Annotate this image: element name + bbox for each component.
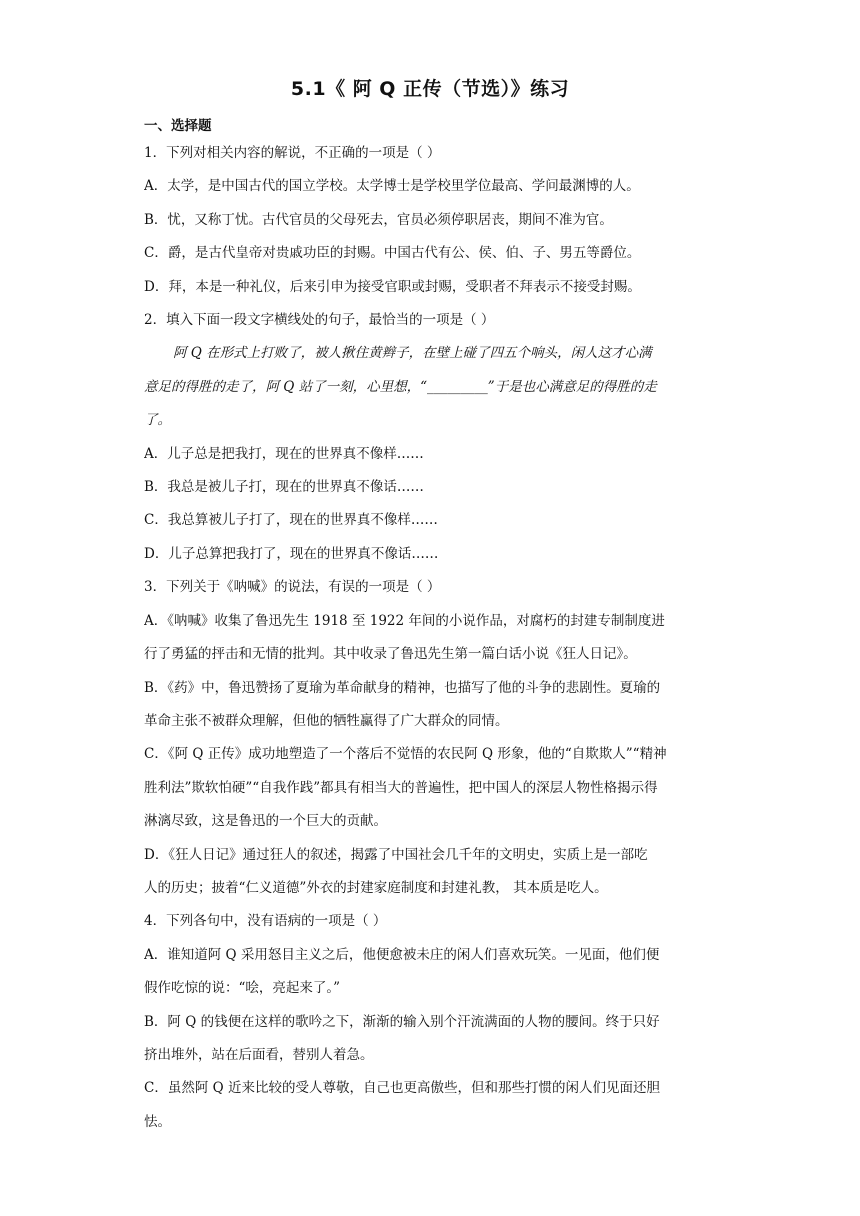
question-1-option-c: C．爵，是古代皇帝对贵戚功臣的封赐。中国古代有公、侯、伯、子、男五等爵位。 (144, 245, 641, 262)
question-4-stem: 4．下列各句中，没有语病的一项是（ ） (144, 913, 387, 930)
question-3-option-d-cont: 人的历史；披着“仁义道德”外衣的封建家庭制度和封建礼教， 其本质是吃人。 (144, 879, 608, 896)
question-2-option-b: B．我总是被儿子打，现在的世界真不像话…… (144, 479, 424, 496)
document-body (144, 137, 724, 1139)
question-2-option-d: D．儿子总算把我打了，现在的世界真不像话…… (144, 545, 439, 562)
question-4-option-b: B．阿 Q 的钱便在这样的歌吟之下，渐渐的输入别个汗流满面的人物的腰间。终于只好 (144, 1013, 660, 1030)
question-3-option-a: A．《呐喊》收集了鲁迅先生 1918 至 1922 年间的小说作品，对腐朽的封建专制制度进 (144, 612, 665, 629)
question-1-option-b: B．忧，又称丁忧。古代官员的父母死去，官员必须停职居丧，期间不准为官。 (144, 211, 613, 228)
question-1-stem: 1．下列对相关内容的解说，不正确的一项是（ ） (144, 145, 441, 161)
question-3-option-c: C．《阿 Q 正传》成功地塑造了一个落后不觉悟的农民阿 Q 形象，他的“自欺欺人”“精神 (144, 746, 667, 763)
question-4-option-a: A．谁知道阿 Q 采用怒目主义之后，他便愈被未庄的闲人们喜欢玩笑。一见面，他们便 (144, 946, 660, 963)
question-3-option-c-cont: 淋漓尽致，这是鲁迅的一个巨大的贡献。 (144, 813, 387, 830)
question-3-option-b-cont: 革命主张不被群众理解，但他的牺牲赢得了广大群众的同情。 (144, 712, 509, 729)
question-3-option-a-cont: 行了勇猛的抨击和无情的批判。其中收录了鲁迅先生第一篇白话小说《狂人日记》。 (144, 646, 637, 663)
question-2-stem: 2．填入下面一段文字横线处的句子，最恰当的一项是（ ） (144, 312, 495, 329)
question-3-stem: 3．下列关于《呐喊》的说法，有误的一项是（ ） (144, 579, 441, 596)
question-1-option-d: D．拜，本是一种礼仪，后来引申为接受官职或封赐，受职者不拜表示不接受封赐。 (144, 278, 641, 295)
question-4-option-c-cont: 怯。 (144, 1113, 171, 1130)
question-2-option-a: A．儿子总是把我打，现在的世界真不像样…… (144, 445, 424, 462)
question-4-option-c: C．虽然阿 Q 近来比较的受人尊敬，自己也更高傲些，但和那些打惯的闲人们见面还胆 (144, 1080, 660, 1097)
question-4-option-a-cont: 假作吃惊的说：“哙，亮起来了。” (144, 980, 341, 997)
question-3-option-c-cont: 胜利法”欺软怕硬”“自我作践”都具有相当大的普遍性，把中国人的深层人物性格揭示得 (144, 779, 658, 796)
question-3-option-b: B．《药》中，鲁迅赞扬了夏瑜为革命献身的精神，也描写了他的斗争的悲剧性。夏瑜的 (144, 679, 661, 696)
question-2-passage-line: 阿 Q 在形式上打败了，被人揪住黄辫子，在壁上碰了四五个响头，闲人这才心满 (173, 345, 652, 362)
question-4-option-b-cont: 挤出堆外，站在后面看，替别人着急。 (144, 1046, 374, 1063)
question-3-option-d: D．《狂人日记》通过狂人的叙述，揭露了中国社会几千年的文明史，实质上是一部吃 (144, 846, 648, 863)
section-heading: 一、选择题 (144, 118, 212, 134)
question-2-option-c: C．我总算被儿子打了，现在的世界真不像样…… (144, 512, 438, 529)
question-2-passage-line: 了。 (144, 412, 171, 429)
question-1-option-a: A．太学，是中国古代的国立学校。太学博士是学校里学位最高、学问最渊博的人。 (144, 178, 640, 195)
question-2-passage-line: 意足的得胜的走了，阿 Q 站了一刻，心里想，“_________”于是也心满意足的得胜的走 (144, 378, 657, 395)
page-title: 5.1《 阿 Q 正传（节选）》练习 (290, 78, 570, 100)
